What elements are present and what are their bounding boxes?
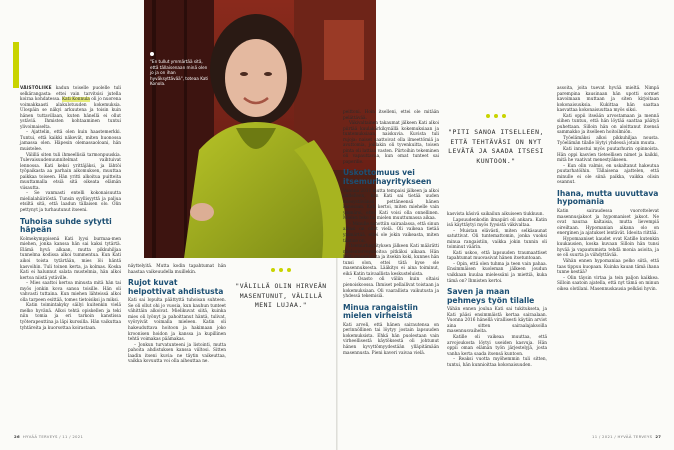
right-column-2 [447, 212, 547, 368]
left-pull-quote [234, 268, 328, 311]
paragraph: – Muistan elävästi, miten selkäsaunat satuttivat. Oli tuntemattomin, jonka vuoksi minua rangaistiin, vaikka jokin tunnin oli toiminut väärin. [447, 228, 547, 251]
right-page-number: 27 [655, 434, 662, 439]
photo-caption-text: "En tullut ymmärtää sitä, että tällaisenaan minä olen jo ja on ihan hyväksyttävää", toteaa Kati Konola. [150, 59, 209, 87]
right-column-1 [343, 110, 439, 356]
paragraph: – Minulle sanottiin sairaalassa, että sinun aikasi on ollut vielä. Oli vaikeaa tietää ymmärtää, ettei ole jokin vaikeasta, miten tilanne on. [343, 221, 439, 244]
subheading: Uskottomuus vei itsemurhayritykseen [343, 168, 432, 187]
photo-caption [150, 52, 210, 86]
paragraph: peittoni. Hoin itselleni, ettei ole mitään pelättävää. [343, 110, 439, 121]
paragraph: Katille oli vaikeaa muuttaa, että arvojoukosta löytyi useiden kasvuja. Hän oppii oman elämän työn järjestelyjä, josta vanha kerta saada itsensä kuntoon. [447, 335, 547, 357]
paragraph: – Opin, että olen tuhma ja teen vain pahaa. Ensimmäisen kuoleman jälkeen joudun vaikkaan kuulaa mielessäni ja miettiä, kuka tämä on? Ihmisten kertoi. [447, 261, 547, 284]
lead-text-b: oli jo nuorena voimakkaasti alakulotuuden kokemuksia. Ulospäin se näkyi arkuutena ja toisin kuin hänen tuttavillaan, kuten hänellä ei ollut ystäviä. Ihmisten kohtaaminen tuntui ylivoimaiselta. [20, 97, 121, 130]
paragraph: Kati uskoo, että lapsuuden traumaattiset tapahtumat muovasivat hänen itsetuntoaan. [447, 250, 547, 262]
paragraph: Hypomaaniset kaudet ovat Katille kutenkin kuukausien, koska kuvaan Silloin hän tunsi hyvää ja vapautumista tehdä monia asioita, ja se oli suurta ja viihdyttävää. [557, 236, 659, 259]
paragraph: Katin sairaudessa vuorottelevat masennusjaksot ja hypomaniset jaksot. Ne ovat nauraa kaltaisia, mutta lievempiä oireiltaan. Hypomanian aikana olo on energinen ja ajatukset lentävät. Ideoita riittää. [557, 209, 659, 237]
paragraph: Vähän ennen joulua Kati sai tukitukseta, ja Kati pääsi ensimmäistä kertaa sairaalaan. Vuonna 2016 hänellä virallisesti käytiin arviot aina sitten sairaalajaksoilla masennusvaiheita. [447, 307, 547, 335]
paragraph: – Jonkun turvatunteeni ja listointi, mutta pahoita ahdistuksen kanssa viiltosi. Sitten laadin itseni kuvia: ne täytin vaikeuttaa, vaikka kovuutta voi olla aiheuttaa ne. [128, 342, 226, 365]
left-column-2 [128, 264, 226, 365]
dot-icon [287, 268, 291, 272]
paragraph: – Mies saattoi kertoa minusta mitä hän tai myös jonkin kova sanoa toisille. Hän oli vahvasti tuttaina. Kun miehen lähteissä alkoi olla tarpeen esittää, tomes tietoisiksi ja miksi. [20, 281, 121, 303]
paragraph: Välillä siten tuli ihmeellisiä tarmonpuuskia. Tulevaisuudenuunnitelmat vaihtuivat lennossa. Kati keksi yrittäjäksi, ja lähtöi työpaikasta aa parhain aikomuksen, muuttaa paikkaa toiseen. Hän yritti alkoitua puitteita muuttamalla etsiä sitä oikeata elämän viisautta. [20, 152, 121, 191]
paragraph: Kati sai lopulta päättyttä tuhoisan suhteen. Se oli ollut ohi jo vuosia, kun kauhun tunteet vähittäin alkoivat. Mielikuvat siitä, kuinka mies oli lyönyt ja pahoittanut häntä, tulivat, vyöryivät voimalla mieleen. Katin oli hakeuduttava hoitoon ja hakimaan joko kroonisen hoidon ja kanssa ja kupillinen tehtä voimakas päämakas. [128, 298, 226, 343]
highlighted-name: Kati Konnula [61, 97, 90, 103]
paragraph: Kati innostui myös puutarhurin opinnoista. Hän oppi kasvien tieteellisen nimet ja kaikki, mitä he vaativat menestyäkseen. [557, 147, 659, 164]
paragraph: – Ajattelin, että olen kuin haastemerkki. Tuntui, että kaikki näkevät, miten huonossa jamassa olen. Häpesin olemassaoloani, hän muistelee. [20, 130, 121, 153]
quote-dots [234, 268, 328, 272]
paragraph: Vuonna 2011 mutta tempaisi jälkeen ja alkoi uudelleen, kun Kati sai tietää uuden miesystävänsä pettäneensä hänen kanssaan. Kati kertoi, miten miehelle vain ymmärsi, ettei Kati voisi olla onnellinen. Mielen teko tai mielen muuttumassa aikaa. [343, 188, 439, 222]
left-footer-text: HYVÄÄ TERVEYS / 11 / 2021 [22, 434, 84, 439]
subheading: Saven ja maan pehmeys työn tilalle [447, 287, 535, 305]
left-quote-text: "VÄLILLÄ OLIN HIRVEÄN MASENTUNUT, VÄLILLÄ MENI LUJAA." [235, 282, 327, 310]
paragraph: Työelämäksi alkoi pikkuhiljaa nousta. Työelämän tilalle löytyi yhdessä jotain muuta. [557, 135, 659, 147]
paragraph: Katin toimintakyky säilyi kuitenkin vielä melko hyvänä. Alkoi tehtä opiskellen ja teki niin tomia ja eri tarkoin kanstissa työterapeuttina ja läpi kurssilla. Hän vaikuttaa tyhtäreita ja kuorsottaa koirastaan. [20, 303, 121, 331]
dot-icon [502, 114, 506, 118]
paragraph: Lapsuudenkodin ilmapiiri oli ankara. Katin isä käyttäytyi myös fyysistä väkivaltaa. [447, 217, 547, 229]
paragraph: – Olin täysin virtaa ja tein paljon kaikkea. Silloin saatoin ajatella, että nyt tämä on minun oikea olotilani. Masennuskausia pelkäsi hyvin. [557, 275, 659, 292]
left-page-number: 26 [14, 434, 20, 439]
lead-accent-bar [13, 42, 19, 88]
right-column-3 [557, 86, 659, 292]
left-page-footer [14, 434, 83, 439]
right-page-footer [592, 434, 661, 439]
paragraph: Itsemurhayrityksen jälkeen Kati määrätti mielenterveyshoitoa pitkäksi aikaan. Hän hoiti masennusta ja itsekin koki, kunnes hän tunsi olon, ettei tätä kyse ole masennuksesta. Lääkitys ei aina toiminut, eikä Katin taivaallista keskusteluista. [343, 244, 439, 277]
subheading: Tuhoisa suhde sytytti häpeän [20, 216, 112, 235]
caption-bullet-icon [150, 52, 154, 56]
subheading: Ihana, mutta uuvuttava hypomania [557, 188, 659, 207]
quote-dots [444, 114, 548, 118]
portrait-photo-illustration [144, 0, 376, 258]
subheading: Minua rangaistiin mielen virheistä [343, 302, 418, 321]
lead-paragraph [20, 86, 121, 130]
right-quote-text: "PITI SANOA ITSELLEEN, ETTÄ TEHTÄVÄSI ON NYT LEVÄTÄ JA SAADA ITSESI KUNTOON." [448, 128, 544, 165]
right-pull-quote [444, 114, 548, 167]
left-column-1 [20, 86, 121, 331]
dot-icon [279, 268, 283, 272]
paragraph: assoita, joita tuevat hyvää mieltä. Nimpä parempina kausinaan hän upotti sormet kavoimaan muttaan ja siten kirjoitaan kokonaisuuksia. Kukittaa hän saattaa kasvattaa kokonaisuuttaa myös siksi. [557, 86, 659, 114]
subheading: Rujot kuvat helpottivat ahdistusta [128, 278, 224, 296]
portrait-photo [144, 0, 376, 258]
paragraph: Väkivaltainen takaumat jälkeen Kati alkoi piirtää kuulakärkikynällä kokemuksiaan ja tuntemuksiaan, naiskuvia. Kuvista tuli rujoja: naiset saattoivat olla ilmeettömiä ja avuttomia, joillakin oli tyvenkuitta, toisen pinta oli lattiaa vasten. Piirtoihin tekeminen oli vapauttavaa, kun omat tunteet sai paperille. [343, 121, 439, 165]
paragraph: – Kun olin valmis, en uskaltanut hakeutua puutarhatöihin. Tällaisena ajattelen, että minulle ei ole siinä paikka, vaikka olisin osannut. [557, 163, 659, 186]
paragraph: Kati arveli, että hänen sairautensa on perinnöllinen tai löytyy jostain lapsuuden kokemuksista. Ehkä hän puolestaan vain virheellisestä käytöksestä oli johtunut hänen kyvyttömyydestään ylläpitämään masennusta. Pieni kaveri vaivaa vielä. [343, 322, 439, 356]
lead-word: VÄISTÖLIIKE [20, 86, 52, 91]
paragraph: kasvista käsivä saikailun aikuiseen tiukkuun. [447, 212, 544, 217]
dot-icon [271, 268, 275, 272]
paragraph: – Se vanmasti entelli kokonaisuutta mielialahäiriöstä. Tunsin syyllisyyttä ja paljua etsiltä sitä, että laadun tällaisen olo. Olin pettynyt ja turhautunut itseeni. [20, 191, 121, 214]
paragraph: Vähän ennen hypomaniaa pelko siitä, että taas tippuu kuopaan. Kuinka kauan tämä ihana tunne kestää? [557, 258, 659, 276]
paragraph: Kati oppii itseään arvostamaan ja mennä siihen tuntuu, että hän löytää saattaa päätyä puhettaan. Silloin hän on aloittanut itsensä sammakko ja itselleen hoitoilmiön. [557, 113, 659, 136]
dot-icon [494, 114, 498, 118]
lead-text-a: kadun toiselle puolelle tuli selkärangasta: ettei vain tarvitsisi jutella koiraa kohdatessa. [20, 86, 121, 103]
paragraph: näyttelyitä. Mutta kodin tapahtumat hän haastaa vaikeuudella muillekin. [128, 264, 226, 275]
dot-icon [486, 114, 490, 118]
right-footer-text: 11 / 2021 / HYVÄÄ TERVEYS [592, 434, 653, 439]
paragraph: Kolmekymppisenä Kati lyysi burmaa-men miehen, jonka kanssa hän sai kaksi tytärtä. Elämä hyvä alkaan, mutta pikkuhiljaa tunnelma kodissa alkoi tummentua. Kun Kati aikoi toista tytärtään, mies löi häntä kasvoihin. Tuli toinen kerta, ja kolmas. Koska Kati ei halunnut salata mustelmia, hän alkoi kertoa niistä ystäville. [20, 236, 121, 281]
paragraph: – Osasto oli väliin kuin oltaisi pienoiskoossa. Ihmiset pellailivat toistaan ja kokemuksiaan. Oli vaarallista vaikutusta ja yhdessä tekemisiä. [343, 277, 439, 300]
paragraph: – Reaksi vuotta myöhemmin tuli sitten, tuntui, hän kunnioittaa kokonaisuuden. [447, 357, 547, 368]
